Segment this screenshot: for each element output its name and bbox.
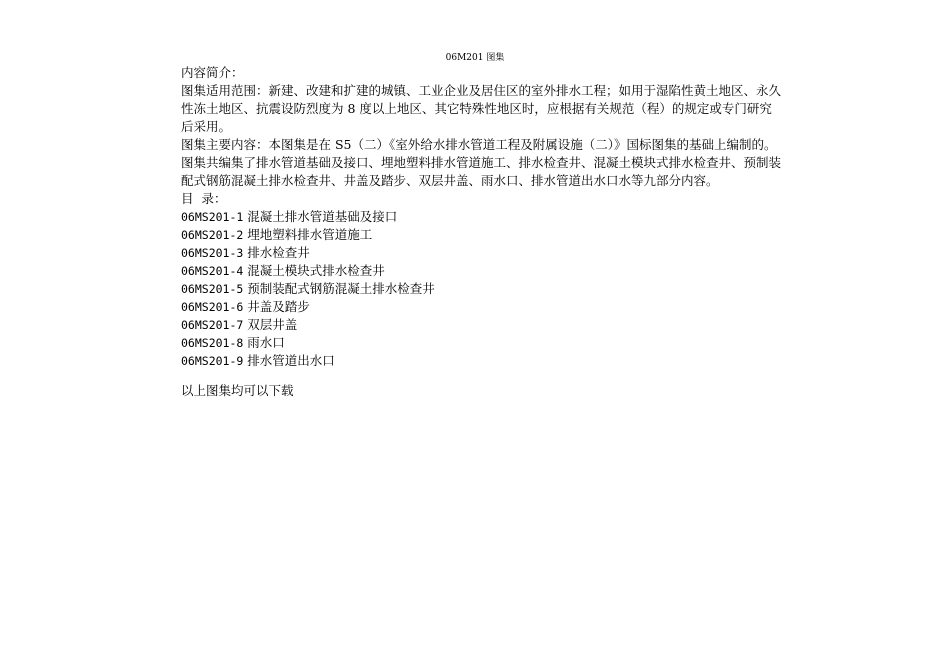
toc-item [181, 208, 781, 226]
toc-item-code: 06MS201-1 [181, 210, 244, 224]
toc-item [181, 244, 781, 262]
toc-item-code: 06MS201-8 [181, 336, 244, 350]
toc-item-title: 预制装配式钢筋混凝土排水检查井 [247, 281, 435, 296]
toc-item [181, 262, 781, 280]
scope-paragraph: 图集适用范围：新建、改建和扩建的城镇、工业企业及居住区的室外排水工程；如用于湿陷性黄土地区、永久性冻土地区、抗震设防烈度为 8 度以上地区、其它特殊性地区时，应根据有关规范（程）的规定或专门研究后采用。 [181, 83, 782, 134]
toc-item-title: 混凝土模块式排水检查井 [247, 263, 385, 278]
toc-item-title: 排水检查井 [247, 245, 310, 260]
toc-item-title: 双层井盖 [247, 317, 298, 332]
toc-item-code: 06MS201-6 [181, 300, 244, 314]
toc-item-title: 排水管道出水口 [247, 353, 335, 368]
toc-item [181, 352, 781, 370]
download-note: 以上图集均可以下载 [181, 383, 294, 398]
toc-item-title: 混凝土排水管道基础及接口 [247, 209, 398, 224]
main-content-paragraph: 图集主要内容：本图集是在 S5（二）《室外给水排水管道工程及附属设施（二）》国标图集的基础上编制的。图集共编集了排水管道基础及接口、埋地塑料排水管道施工、排水检查井、混凝土模块式排水检查井、预制装配式钢筋混凝土排水检查井、井盖及踏步、双层井盖、雨水口、排水管道出水口水等九部分内容。 [181, 137, 782, 188]
toc-heading: 目 录： [181, 191, 227, 206]
page-header-title: 06M201 图集 [445, 53, 505, 63]
toc-item [181, 226, 781, 244]
toc-item-title: 埋地塑料排水管道施工 [247, 227, 373, 242]
toc-item [181, 334, 781, 352]
intro-heading: 内容简介： [181, 65, 244, 80]
toc-item-code: 06MS201-2 [181, 228, 244, 242]
toc-list [181, 208, 781, 370]
document-body [181, 64, 781, 400]
toc-item-code: 06MS201-4 [181, 264, 244, 278]
toc-item-code: 06MS201-3 [181, 246, 244, 260]
toc-item [181, 280, 781, 298]
toc-item [181, 298, 781, 316]
toc-item-title: 雨水口 [247, 335, 285, 350]
toc-item-code: 06MS201-7 [181, 318, 244, 332]
toc-item-title: 井盖及踏步 [247, 299, 310, 314]
toc-item-code: 06MS201-9 [181, 354, 244, 368]
toc-item-code: 06MS201-5 [181, 282, 244, 296]
toc-item [181, 316, 781, 334]
